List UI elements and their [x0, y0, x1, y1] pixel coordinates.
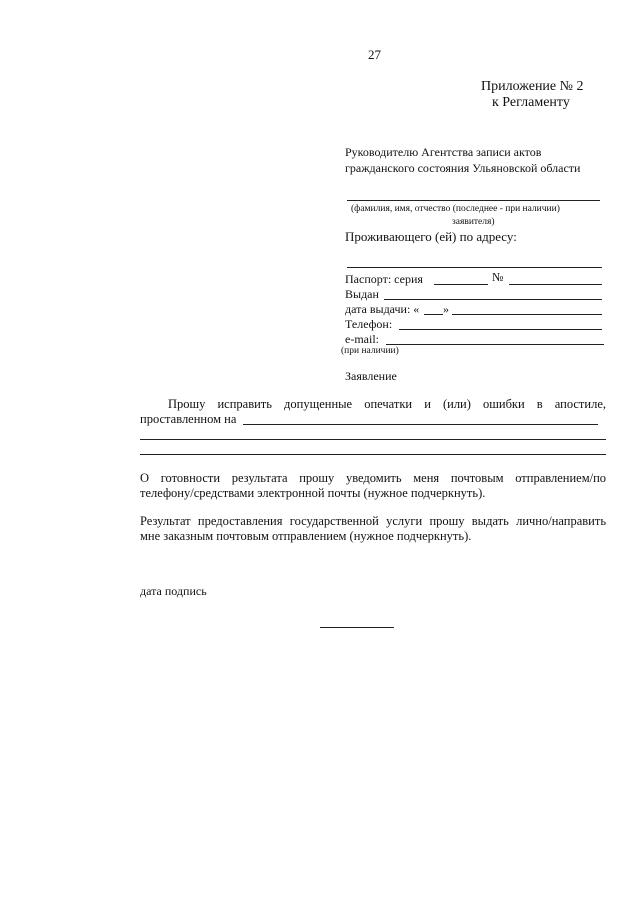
residing-label: Проживающего (ей) по адресу:	[345, 229, 517, 244]
word: опечатки	[364, 397, 413, 411]
word: исправить	[217, 397, 272, 411]
statement-title: Заявление	[345, 369, 397, 383]
word: Прошу	[168, 397, 206, 411]
apostille-field-line-1[interactable]	[243, 424, 598, 425]
phone-label: Телефон:	[345, 317, 393, 331]
notify-line-2: телефону/средствами электронной почты (нужное подчеркнуть).	[140, 486, 486, 500]
issued-label: Выдан	[345, 287, 379, 301]
addressee-line-1: Руководителю Агентства записи актов	[345, 145, 542, 159]
passport-number-label: №	[492, 270, 504, 284]
email-label: e-mail:	[345, 332, 379, 346]
passport-series-label: Паспорт: серия	[345, 272, 423, 286]
word: услуги	[386, 514, 423, 528]
issue-date-label: дата выдачи: «	[345, 302, 420, 316]
word: почтовым	[450, 471, 504, 485]
word: апостиле,	[554, 397, 606, 411]
word: допущенные	[284, 397, 353, 411]
email-hint: (при наличии)	[341, 346, 399, 356]
word: готовности	[160, 471, 221, 485]
issue-date-close-quote: »	[443, 302, 449, 316]
apostille-field-line-3[interactable]	[140, 454, 606, 455]
apostille-field-line-2[interactable]	[140, 439, 606, 440]
addressee-line-2: гражданского состояния Ульяновской области	[345, 161, 581, 175]
issued-field[interactable]	[384, 299, 602, 300]
word: прошу	[299, 471, 335, 485]
word: в	[536, 397, 543, 411]
word: лично/направить	[516, 514, 606, 528]
page-number: 27	[368, 47, 381, 62]
request-line-1	[140, 397, 606, 412]
word: прошу	[429, 514, 465, 528]
word: ошибки	[483, 397, 525, 411]
word: выдать	[471, 514, 509, 528]
word: предоставления	[197, 514, 283, 528]
request-line-2-prefix: проставленном на	[140, 412, 237, 426]
word: уведомить	[345, 471, 402, 485]
word: государственной	[289, 514, 379, 528]
notify-line-1	[140, 471, 606, 486]
result-line-1	[140, 514, 606, 529]
word: и	[424, 397, 431, 411]
appendix-title: Приложение № 2	[481, 79, 584, 94]
result-line-2: мне заказным почтовым отправлением (нужное подчеркнуть).	[140, 529, 472, 543]
issue-day-field[interactable]	[424, 314, 443, 315]
email-field[interactable]	[386, 344, 604, 345]
fio-field-line[interactable]	[347, 200, 600, 201]
phone-field[interactable]	[399, 329, 602, 330]
passport-number-field[interactable]	[509, 284, 602, 285]
issue-month-year-field[interactable]	[452, 314, 602, 315]
word: результата	[231, 471, 288, 485]
fio-hint-line-2: заявителя)	[452, 217, 495, 227]
word: (или)	[442, 397, 471, 411]
word: меня	[413, 471, 440, 485]
fio-hint-line-1: (фамилия, имя, отчество (последнее - при наличии)	[351, 204, 560, 214]
address-field-line[interactable]	[347, 267, 602, 268]
appendix-subtitle: к Регламенту	[492, 95, 570, 110]
word: Результат	[140, 514, 191, 528]
word: отправлением/по	[515, 471, 606, 485]
date-signature-label: дата подпись	[140, 584, 207, 598]
word: О	[140, 471, 150, 485]
passport-series-field[interactable]	[434, 284, 488, 285]
separator-line	[320, 627, 394, 628]
